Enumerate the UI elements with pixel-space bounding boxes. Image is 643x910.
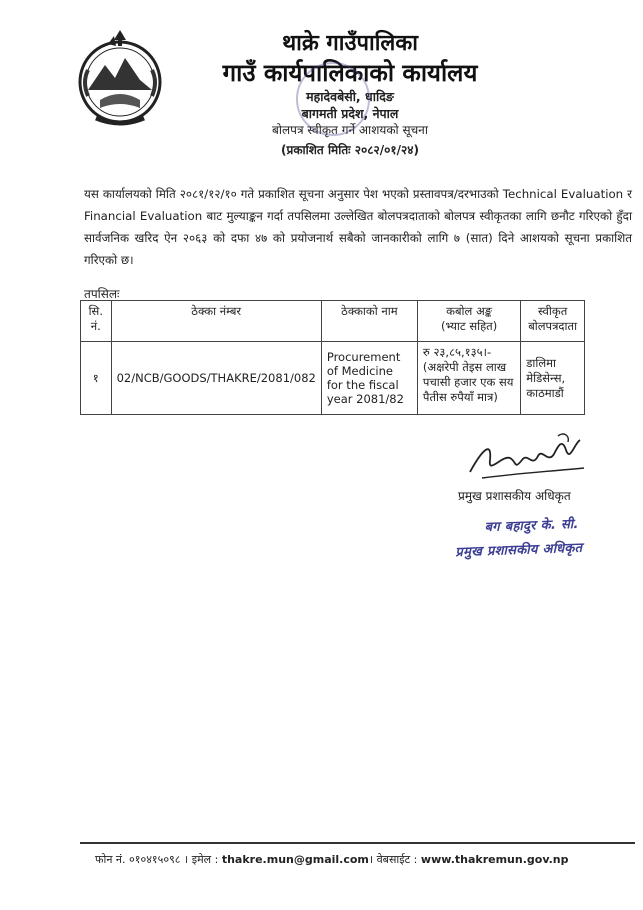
stamp-name: बग बहादुर के. सी. (484, 516, 579, 536)
table-header-row (81, 301, 585, 342)
footer-phone-label: फोन नं. (95, 853, 126, 866)
row-contract-name: Procurement of Medicine for the fiscal year 2081/82 (321, 342, 417, 415)
tapsil-label: तपसिलः (84, 287, 120, 301)
header-winner (521, 301, 585, 342)
stamp-designation: प्रमुख प्रशासकीय अधिकृत (455, 540, 583, 561)
table-row (81, 342, 585, 415)
footer-email: thakre.mun@gmail.com (221, 853, 369, 866)
notice-body: यस कार्यालयको मिति २०८१/१२/१० गते प्रकाशित सूचना अनुसार पेश भएको प्रस्तावपत्र/दरभाउको Technical Evaluation र Financial Evaluation बाट मुल्याङ्कन गर्दा तपसिलमा उल्लेखित बोलपत्रदाताको बोलपत्र स्वीकृतका लागि छनौट गरिएको हुँदा सार्वजनिक खरिद ऐन २०६३ को दफा ४७ को प्रयोजनार्थ सबैको जानकारीको लागि ७ (सात) दिने आशयको सूचना प्रकाशित गरिएको छ। (84, 187, 632, 267)
award-table (80, 300, 585, 415)
header-bid-amount-line1: कबोल अङ्क (446, 304, 493, 318)
signer-designation: प्रमुख प्रशासकीय अधिकृत (458, 489, 571, 503)
office-subtitle: गाउँ कार्यपालिकाको कार्यालय (222, 59, 478, 87)
header-contract-no: ठेक्का नंम्बर (111, 301, 321, 342)
row-contract-no: 02/NCB/GOODS/THAKRE/2081/082 (111, 342, 321, 415)
office-name: थाक्रे गाउँपालिका (282, 31, 418, 56)
footer-email-label: इमेल : (191, 853, 219, 866)
header-contract-name: ठेक्काको नाम (321, 301, 417, 342)
row-amount-figure: रु २३,८५,१३५।- (422, 345, 492, 359)
row-winner: डालिमा मेडिसेन्स, काठमाडौं (521, 342, 585, 415)
footer-website: www.thakremun.gov.np (420, 853, 569, 866)
header-winner-line1: स्वीकृत (538, 304, 568, 318)
header-bid-amount (417, 301, 520, 342)
location-line-2: बागमती प्रदेश, नेपाल (301, 106, 399, 121)
published-date: (प्रकाशित मितिः २०८२/०१/२४) (281, 143, 419, 157)
row-bid-amount (417, 342, 520, 415)
row-sn: १ (81, 342, 112, 415)
signature (462, 430, 592, 489)
signatory-stamp (454, 513, 583, 565)
footer-divider (80, 842, 635, 844)
notice-title: बोलपत्र स्वीकृत गर्ने आशयको सूचना (272, 123, 428, 137)
footer-website-label: वेबसाईट : (376, 853, 418, 866)
header-sn: सि. नं. (81, 301, 112, 342)
footer-phone: ०१०४१५०९८ (129, 853, 181, 866)
location-line-1: महादेवबेसी, धादिङ (306, 89, 394, 104)
header-winner-line2: बोलपत्रदाता (528, 319, 578, 333)
footer: फोन नं. ०१०४१५०९८ । इमेल : thakre.mun@gmail.com। वेबसाईट : www.thakremun.gov.np (95, 853, 569, 866)
row-amount-words: (अक्षरेपी तेइस लाख पचासी हजार एक सय पैतीस रुपैयाँ मात्र) (422, 360, 514, 404)
header-bid-amount-line2: (भ्याट सहित) (440, 319, 498, 333)
office-seal-icon (296, 62, 370, 136)
